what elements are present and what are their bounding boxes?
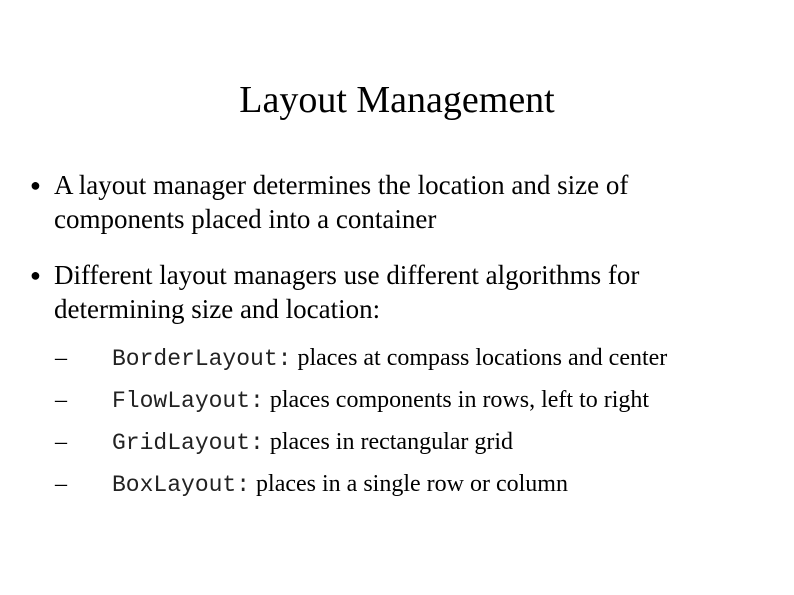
- dash-icon: –: [55, 429, 67, 455]
- bullet-text-line: A layout manager determines the location and size of: [54, 170, 629, 200]
- sub-bullet-item: [55, 338, 770, 380]
- sub-bullet-list: [54, 338, 770, 506]
- dash-icon: –: [55, 387, 67, 413]
- sub-bullet-item: [55, 422, 770, 464]
- code-term: BorderLayout:: [112, 346, 292, 372]
- bullet-text-line: Different layout managers use different algorithms for: [54, 260, 640, 290]
- sub-bullet-text: places at compass locations and center: [291, 345, 668, 371]
- bullet-dot-icon: ●: [30, 175, 41, 195]
- dash-icon: –: [55, 471, 67, 497]
- bullet-text-line: components placed into a container: [54, 204, 437, 234]
- bullet-list: [30, 168, 770, 506]
- bullet-item: [30, 258, 770, 506]
- bullet-dot-icon: ●: [30, 265, 41, 285]
- code-term: GridLayout:: [112, 430, 264, 456]
- dash-icon: –: [55, 345, 67, 371]
- bullet-item: [30, 168, 770, 236]
- sub-bullet-text: places components in rows, left to right: [263, 387, 650, 413]
- code-term: FlowLayout:: [112, 388, 264, 414]
- slide-title: Layout Management: [239, 79, 555, 121]
- sub-bullet-item: [55, 464, 770, 506]
- bullet-text-line: determining size and location:: [54, 294, 381, 324]
- code-term: BoxLayout:: [112, 472, 251, 498]
- sub-bullet-text: places in rectangular grid: [263, 429, 514, 455]
- sub-bullet-item: [55, 380, 770, 422]
- sub-bullet-text: places in a single row or column: [250, 471, 568, 497]
